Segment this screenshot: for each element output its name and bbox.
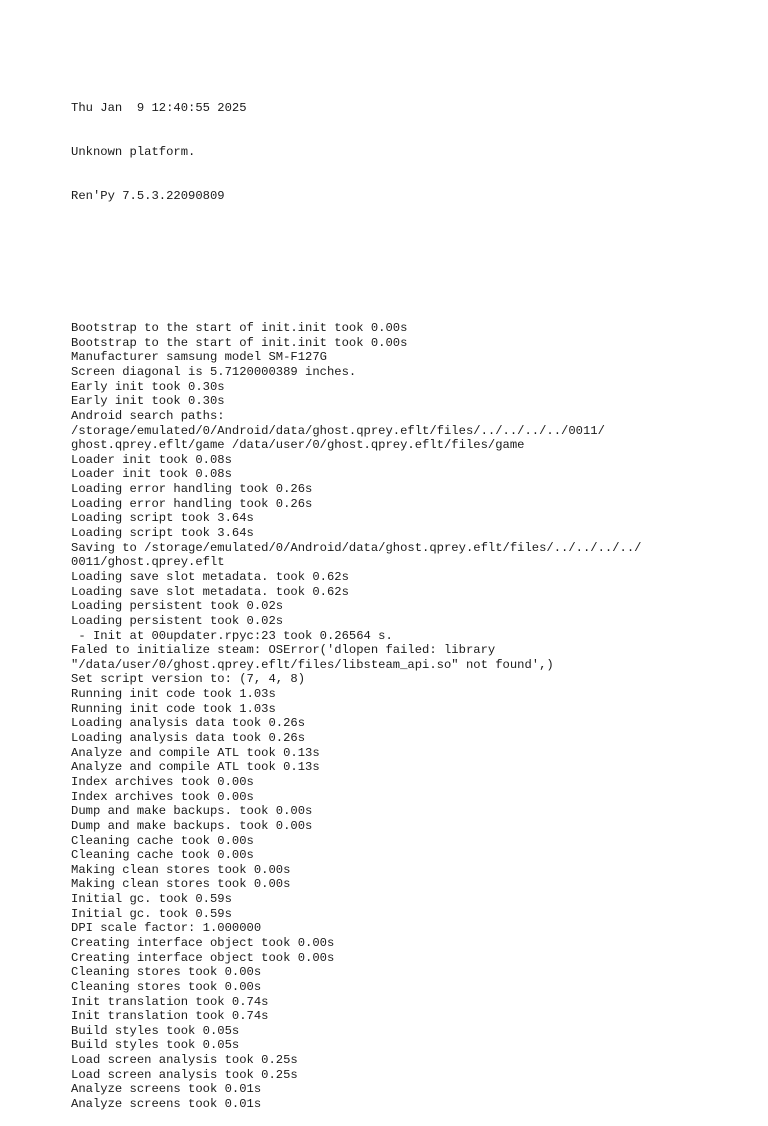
log-line: Loading analysis data took 0.26s [71,731,306,746]
log-line: Init translation took 0.74s [71,994,269,1009]
log-line: 0011/ghost.qprey.eflt [71,555,225,570]
log-line: Running init code took 1.03s [71,687,276,702]
log-line: Index archives took 0.00s [71,789,254,804]
log-line: Analyze screens took 0.01s [71,1082,262,1097]
log-line: Index archives took 0.00s [71,774,254,789]
log-line: Loading analysis data took 0.26s [71,716,306,731]
log-line: Cleaning cache took 0.00s [71,833,254,848]
log-line: Cleaning cache took 0.00s [71,848,254,863]
log-line: Load screen analysis took 0.25s [71,1053,298,1068]
log-line: Loading persistent took 0.02s [71,613,284,628]
log-line: Loading script took 3.64s [71,511,254,526]
log-line: Android search paths: [71,408,225,423]
log-line: Loader init took 0.08s [71,467,232,482]
log-line: Build styles took 0.05s [71,1023,240,1038]
log-line: Load screen analysis took 0.25s [71,1067,298,1082]
log-line: Loading error handling took 0.26s [71,482,313,497]
log-line: Analyze and compile ATL took 0.13s [71,745,320,760]
log-line: Cleaning stores took 0.00s [71,965,262,980]
log-line: Creating interface object took 0.00s [71,950,335,965]
log-line: /storage/emulated/0/Android/data/ghost.qprey.eflt/files/../../../../0011/ [71,423,605,438]
log-line: Bootstrap to the start of init.init took 0.00s [71,335,408,350]
log-line: Bootstrap to the start of init.init took 0.00s [71,321,408,336]
log-entries [71,321,751,1112]
log-line: Set script version to: (7, 4, 8) [71,672,306,687]
log-line: Init translation took 0.74s [71,1009,269,1024]
log-line: - Init at 00updater.rpyc:23 took 0.26564 s. [71,628,393,643]
log-line: Initial gc. took 0.59s [71,906,232,921]
log-line: Dump and make backups. took 0.00s [71,818,313,833]
blank-line [71,277,751,292]
log-line: Analyze and compile ATL took 0.13s [71,760,320,775]
log-line: Loader init took 0.08s [71,452,232,467]
log-text-view [71,72,751,1126]
log-line: Cleaning stores took 0.00s [71,979,262,994]
log-line: Dump and make backups. took 0.00s [71,804,313,819]
log-line: Build styles took 0.05s [71,1038,240,1053]
log-line: Analyze screens took 0.01s [71,1097,262,1112]
log-line: Faled to initialize steam: OSError('dlopen failed: library [71,643,496,658]
log-line: "/data/user/0/ghost.qprey.eflt/files/libsteam_api.so" not found',) [71,657,554,672]
log-line: Running init code took 1.03s [71,701,276,716]
log-line: DPI scale factor: 1.000000 [71,921,262,936]
log-line: Making clean stores took 0.00s [71,877,291,892]
log-timestamp: Thu Jan 9 12:40:55 2025 [71,101,247,116]
log-line: Saving to /storage/emulated/0/Android/data/ghost.qprey.eflt/files/../../../../ [71,540,642,555]
log-line: Loading save slot metadata. took 0.62s [71,584,349,599]
log-line: Loading save slot metadata. took 0.62s [71,569,349,584]
blank-line [71,233,751,248]
log-line: Loading error handling took 0.26s [71,496,313,511]
log-line: Making clean stores took 0.00s [71,862,291,877]
log-line: Screen diagonal is 5.7120000389 inches. [71,365,357,379]
log-renpy-version: Ren'Py 7.5.3.22090809 [71,189,225,204]
log-line: Creating interface object took 0.00s [71,935,335,950]
log-line: Early init took 0.30s [71,394,225,409]
log-line: Loading persistent took 0.02s [71,599,284,614]
log-platform: Unknown platform. [71,145,196,160]
log-line: ghost.qprey.eflt/game /data/user/0/ghost.qprey.eflt/files/game [71,438,525,453]
log-line: Loading script took 3.64s [71,526,254,541]
log-line: Initial gc. took 0.59s [71,892,232,907]
log-line: Early init took 0.30s [71,379,225,394]
log-line: Manufacturer samsung model SM-F127G [71,350,327,365]
